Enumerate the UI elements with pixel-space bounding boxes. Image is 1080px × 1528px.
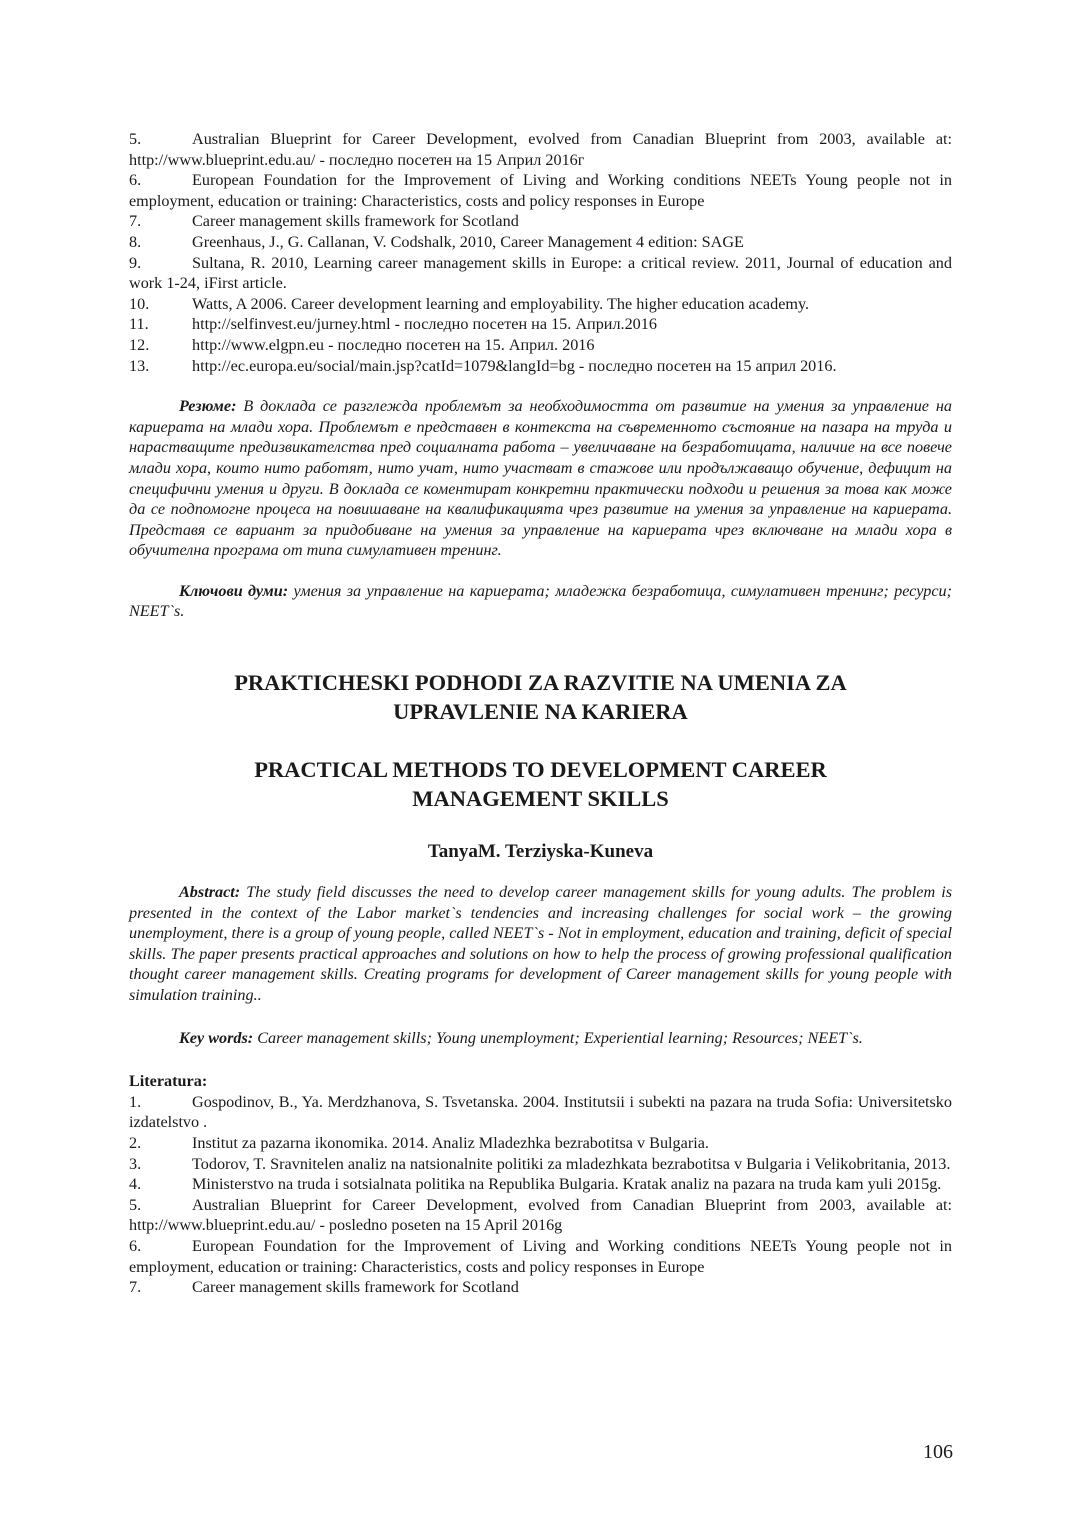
keywords-bg-label: Ключови думи: [179, 581, 289, 600]
resume-text: В доклада се разглежда проблемът за необходимостта от развитие на умения за управление на кариерата на млади хора. Проблемът е представен в контекста на съвременното състояние на пазара на труда и нарастващите предизвикателства пред социалната работа – увеличаване на безработицата, наличие на все повече млади хора, които нито работят, нито учат, нито участват в стажове или продължаващо обучение, дефицит на специфични умения и други. В доклада се коментират конкретни практически подходи и решения за това как може да се подпомогне процеса на повишаване на квалификацията чрез развитие на умения за управление на кариерата. Представя се вариант за придобиване на умения за управление на кариерата чрез включване на млади хора в обучителна програма от типа симулативен тренинг. [129, 397, 952, 560]
reference-item: 7. Career management skills framework for Scotland [129, 212, 519, 231]
reference-item: 1. Gospodinov, B., Ya. Merdzhanova, S. Tsvetanska. 2004. Institutsii i subekti na pazara na truda Sofia: Universitetsko izdatelstvo . [129, 1092, 952, 1132]
keywords-en-paragraph [129, 1028, 952, 1049]
reference-item: 3. Todorov, T. Sravnitelen analiz na natsionalnite politiki za mladezhkata bezrabotitsa v Bulgaria i Velikobritania, 2013. [129, 1154, 951, 1173]
reference-item: 5. Australian Blueprint for Career Development, evolved from Canadian Blueprint from 2003, available at: http://www.blueprint.edu.au/ - posledno poseten na 15 April 2016g [129, 1195, 952, 1235]
reference-item: 12. http://www.elgpn.eu - последно посетен на 15. Април. 2016 [129, 335, 595, 354]
keywords-en-label: Key words: [179, 1028, 254, 1047]
page-content [129, 129, 952, 1298]
keywords-bg-paragraph [129, 581, 952, 622]
title-transliterated: PRAKTICHESKI PODHODI ZA RAZVITIE NA UMENIA ZA UPRAVLENIE NA KARIERA [234, 670, 847, 725]
reference-item: 7. Career management skills framework for Scotland [129, 1278, 519, 1297]
reference-item: 10. Watts, A 2006. Career development learning and employability. The higher education academy. [129, 294, 810, 313]
resume-paragraph [129, 396, 952, 561]
reference-list-bg [129, 129, 952, 376]
literatura-heading: Literatura: [129, 1072, 208, 1091]
reference-item: 2. Institut za pazarna ikonomika. 2014. Analiz Mladezhka bezrabotitsa v Bulgaria. [129, 1134, 709, 1152]
author-name: TanyaM. Terziyska-Kuneva [427, 841, 654, 863]
reference-item: 6. European Foundation for the Improvement of Living and Working conditions NEETs Young people not in employment, education or training: Characteristics, costs and policy responses in Europe [129, 1236, 952, 1276]
resume-label: Резюме: [179, 397, 237, 416]
reference-item: 8. Greenhaus, J., G. Callanan, V. Codshalk, 2010, Career Management 4 edition: SAGE [129, 232, 744, 251]
reference-item: 4. Ministerstvo na truda i sotsialnata politika na Republika Bulgaria. Kratak analiz na pazara na truda kam yuli 2015g. [129, 1175, 942, 1194]
reference-item: 9. Sultana, R. 2010, Learning career management skills in Europe: a critical review. 2011, Journal of education and work 1-24, iFirst article. [129, 253, 952, 293]
keywords-en-text: Career management skills; Young unemployment; Experiential learning; Resources; NEET`s. [257, 1028, 863, 1047]
reference-item: 11. http://selfinvest.eu/jurney.html - последно посетен на 15. Април.2016 [129, 315, 657, 334]
page-number: 106 [923, 1441, 953, 1463]
title-english: PRACTICAL METHODS TO DEVELOPMENT CAREER MANAGEMENT SKILLS [254, 757, 827, 812]
keywords-bg-text: умения за управление на кариерата; младежка безработица, симулативен тренинг; ресурси; NEET`s. [129, 581, 952, 621]
reference-item: 6. European Foundation for the Improvement of Living and Working conditions NEETs Young people not in employment, education or training: Characteristics, costs and policy responses in Europe [129, 171, 952, 210]
reference-list-translit [129, 1092, 952, 1298]
abstract-label: Abstract: [179, 883, 241, 902]
abstract-text: The study field discusses the need to develop career management skills for young adults. The problem is presented in the context of the Labor market`s tendencies and increasing challenges for social work – the growing unemployment, there is a group of young people, called NEET`s - Not in employment, education and training, deficit of special skills. The paper presents practical approaches and solutions on how to help the process of growing professional qualification thought career management skills. Creating programs for development of Career management skills for young people with simulation training.. [129, 883, 953, 1005]
abstract-paragraph [129, 882, 952, 1006]
reference-item: 13. http://ec.europa.eu/social/main.jsp?catId=1079&langId=bg - последно посетен на 15 април 2016. [129, 356, 837, 375]
reference-item: 5. Australian Blueprint for Career Development, evolved from Canadian Blueprint from 2003, available at: http://www.blueprint.edu.au/ - последно посетен на 15 Април 2016г [129, 130, 952, 169]
